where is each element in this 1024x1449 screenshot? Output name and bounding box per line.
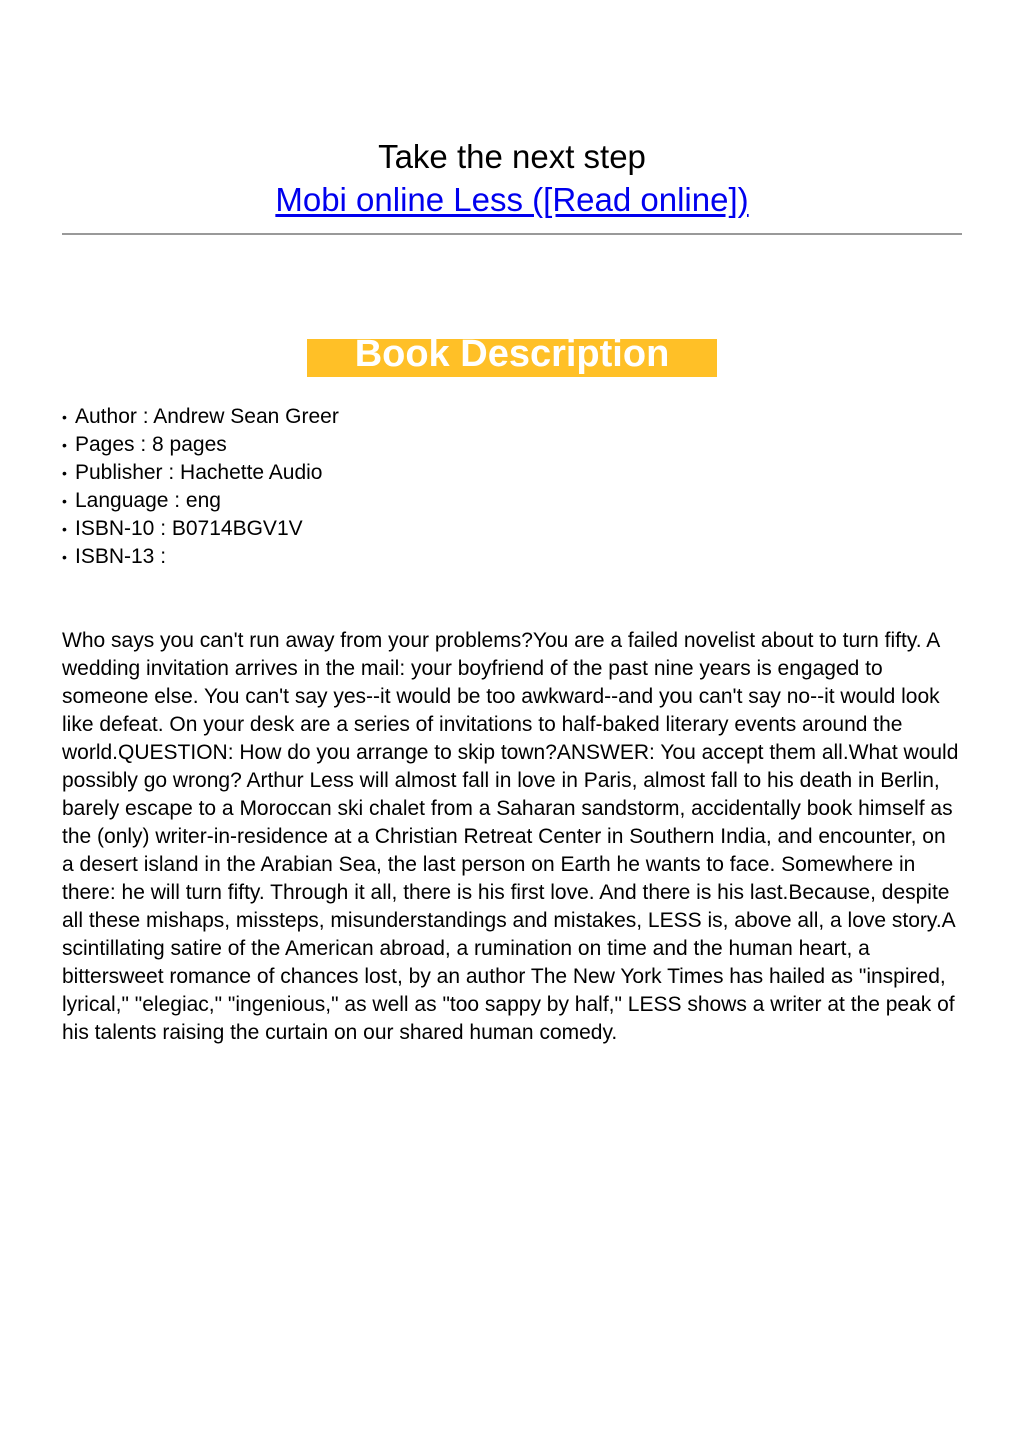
detail-pages	[62, 431, 962, 459]
page-heading: Take the next step	[378, 138, 646, 175]
detail-text: ISBN-13 :	[75, 545, 167, 568]
read-online-link[interactable]: Mobi online Less ([Read online])	[275, 181, 749, 218]
book-description: Who says you can't run away from your problems?You are a failed novelist about to turn fifty. A wedding invitation arrives in the mail: your boyfriend of the past nine years is engaged to someone else. You can't say yes--it would be too awkward--and you can't say no--it would look like defeat. On your desk are a series of invitations to half-baked literary events around the world.QUESTION: How do you arrange to skip town?ANSWER: You accept them all.What would possibly go wrong? Arthur Less will almost fall in love in Paris, almost fall to his death in Berlin, barely escape to a Moroccan ski chalet from a Saharan sandstorm, accidentally book himself as the (only) writer-in-residence at a Christian Retreat Center in Southern India, and encounter, on a desert island in the Arabian Sea, the last person on Earth he wants to face. Somewhere in there: he will turn fifty. Through it all, there is his first love. And there is his last.Because, despite all these mishaps, missteps, misunderstandings and mistakes, LESS is, above all, a love story.A scintillating satire of the American abroad, a rumination on time and the human heart, a bittersweet romance of chances lost, by an author The New York Times has hailed as "inspired, lyrical," "elegiac," "ingenious," as well as "too sappy by half," LESS shows a writer at the peak of his talents raising the curtain on our shared human comedy.	[62, 629, 959, 1044]
bullet-icon: •	[62, 521, 67, 537]
detail-text: Pages : 8 pages	[75, 433, 227, 456]
header-divider	[62, 233, 962, 235]
detail-text: Publisher : Hachette Audio	[75, 461, 323, 484]
detail-text: Language : eng	[75, 489, 221, 512]
bullet-icon: •	[62, 465, 67, 481]
bullet-icon: •	[62, 437, 67, 453]
section-title-wrap	[62, 333, 962, 377]
detail-text: Author : Andrew Sean Greer	[75, 405, 339, 428]
detail-text: ISBN-10 : B0714BGV1V	[75, 517, 303, 540]
bullet-icon: •	[62, 409, 67, 425]
section-title: Book Description	[307, 339, 717, 377]
bullet-icon: •	[62, 549, 67, 565]
document-page	[62, 0, 962, 1047]
bullet-icon: •	[62, 493, 67, 509]
detail-isbn-13	[62, 543, 962, 571]
header	[62, 0, 962, 222]
detail-language	[62, 487, 962, 515]
detail-isbn-10	[62, 515, 962, 543]
detail-author	[62, 403, 962, 431]
book-details-list	[62, 403, 962, 571]
detail-publisher	[62, 459, 962, 487]
